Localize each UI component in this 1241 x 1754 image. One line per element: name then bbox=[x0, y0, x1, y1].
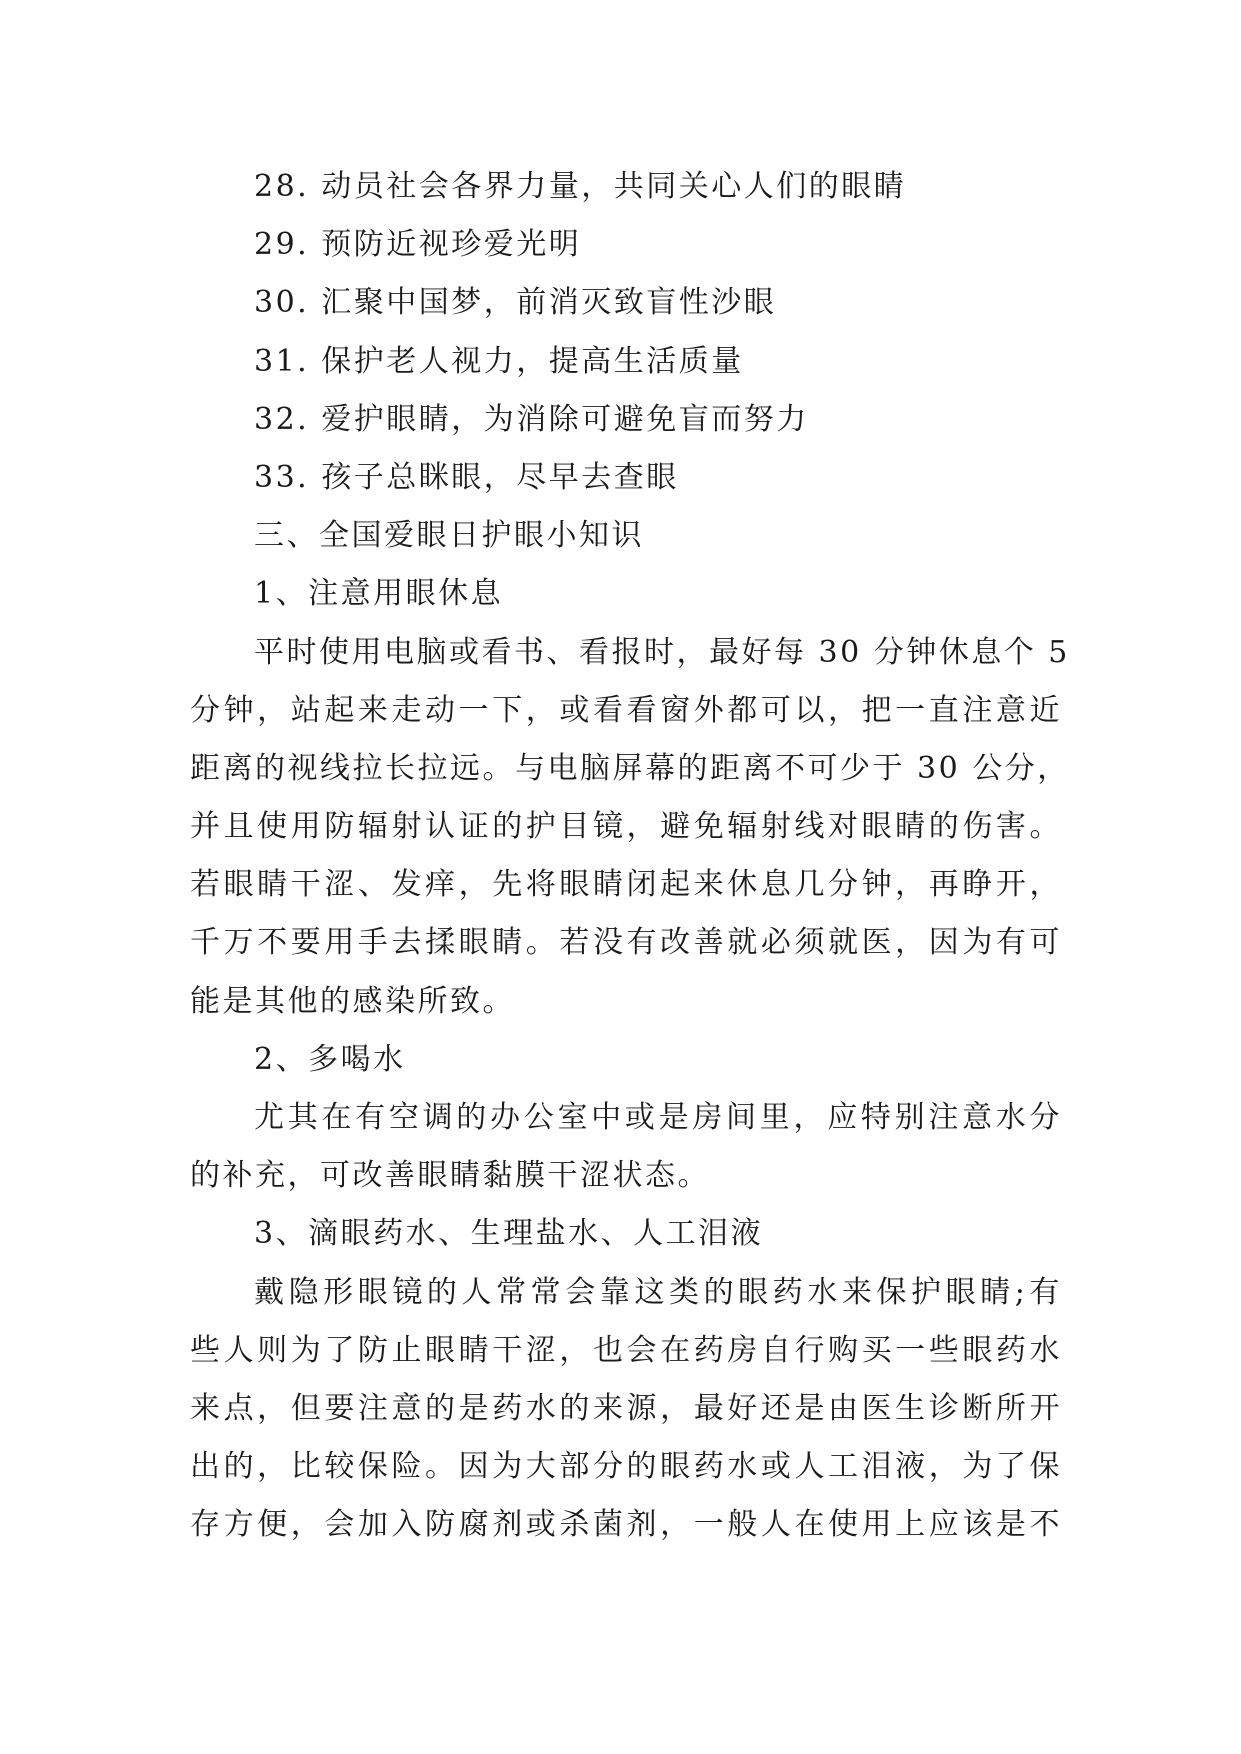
slogan-31: 31. 保护老人视力，提高生活质量 bbox=[254, 343, 744, 379]
tip-1-paragraph-line: 分钟，站起来走动一下，或看看窗外都可以，把一直注意近 bbox=[190, 692, 1062, 728]
document-body bbox=[190, 158, 1070, 1555]
tip-1-paragraph-line: 并且使用防辐射认证的护目镜，避免辐射线对眼睛的伤害。 bbox=[190, 809, 1062, 845]
tip-1-heading: 1、注意用眼休息 bbox=[254, 576, 504, 612]
tip-1-paragraph-line: 千万不要用手去揉眼睛。若没有改善就必须就医，因为有可 bbox=[190, 925, 1062, 961]
tip-3-paragraph-line: 些人则为了防止眼睛干涩，也会在药房自行购买一些眼药水 bbox=[190, 1332, 1062, 1368]
tip-1-paragraph-line: 若眼睛干涩、发痒，先将眼睛闭起来休息几分钟，再睁开， bbox=[190, 867, 1062, 903]
tip-1-paragraph-line: 能是其他的感染所致。 bbox=[190, 983, 515, 1019]
slogan-32: 32. 爱护眼睛，为消除可避免盲而努力 bbox=[254, 401, 809, 437]
tip-3-paragraph-line: 存方便，会加入防腐剂或杀菌剂，一般人在使用上应该是不 bbox=[190, 1507, 1062, 1543]
slogan-33: 33. 孩子总眯眼，尽早去查眼 bbox=[254, 459, 679, 495]
tip-2-heading: 2、多喝水 bbox=[254, 1041, 406, 1077]
tip-1-paragraph-line: 平时使用电脑或看书、看报时，最好每 30 分钟休息个 5 bbox=[254, 634, 1070, 670]
tip-3-heading: 3、滴眼药水、生理盐水、人工泪液 bbox=[254, 1216, 764, 1252]
tip-3-paragraph-line: 戴隐形眼镜的人常常会靠这类的眼药水来保护眼睛;有 bbox=[254, 1274, 1062, 1310]
tip-3-paragraph-line: 出的，比较保险。因为大部分的眼药水或人工泪液，为了保 bbox=[190, 1449, 1062, 1485]
tip-2-paragraph-line: 的补充，可改善眼睛黏膜干涩状态。 bbox=[190, 1158, 710, 1194]
tip-2-paragraph-line: 尤其在有空调的办公室中或是房间里，应特别注意水分 bbox=[254, 1100, 1062, 1135]
tip-1-paragraph-line: 距离的视线拉长拉远。与电脑屏幕的距离不可少于 30 公分， bbox=[190, 750, 1070, 786]
slogan-30: 30. 汇聚中国梦，前消灭致盲性沙眼 bbox=[254, 285, 777, 321]
slogan-28: 28. 动员社会各界力量，共同关心人们的眼睛 bbox=[254, 169, 907, 204]
section-heading: 三、全国爱眼日护眼小知识 bbox=[254, 518, 644, 554]
tip-3-paragraph-line: 来点，但要注意的是药水的来源，最好还是由医生诊断所开 bbox=[190, 1390, 1062, 1426]
slogan-29: 29. 预防近视珍爱光明 bbox=[254, 227, 582, 263]
